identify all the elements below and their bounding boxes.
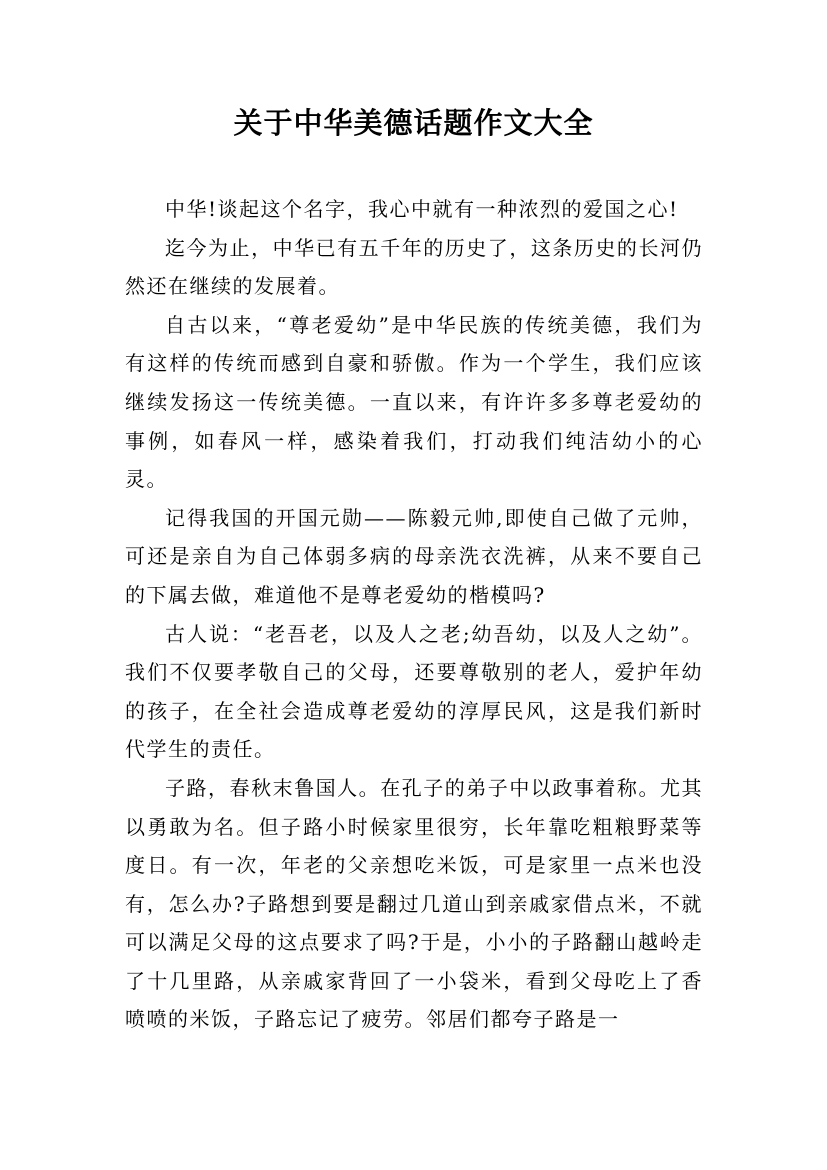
paragraph: 中华!谈起这个名字，我心中就有一种浓烈的爱国之心!	[165, 197, 679, 221]
paragraph: 自古以来，“尊老爱幼”是中华民族的传统美德，我们为有这样的传统而感到自豪和骄傲。作为一个学生，我们应该继续发扬这一传统美德。一直以来，有许许多多尊老爱幼的事例，如春风一样，感染着我们，打动我们纯洁幼小的心灵。	[125, 312, 703, 492]
paragraph: 古人说：“老吾老，以及人之老;幼吾幼，以及人之幼”。我们不仅要孝敬自己的父母，还要尊敬别的老人，爱护年幼的孩子，在全社会造成尊老爱幼的淳厚民风，这是我们新时代学生的责任。	[125, 621, 703, 762]
document-body	[125, 190, 703, 1039]
document-title: 关于中华美德话题作文大全	[233, 106, 594, 140]
paragraph: 迄今为止，中华已有五千年的历史了，这条历史的长河仍然还在继续的发展着。	[125, 235, 703, 299]
paragraph: 子路，春秋末鲁国人。在孔子的弟子中以政事着称。尤其以勇敢为名。但子路小时候家里很穷，长年靠吃粗粮野菜等度日。有一次，年老的父亲想吃米饭，可是家里一点米也没有，怎么办?子路想到要是翻过几道山到亲戚家借点米，不就可以满足父母的这点要求了吗?于是，小小的子路翻山越岭走了十几里路，从亲戚家背回了一小袋米，看到父母吃上了香喷喷的米饭，子路忘记了疲劳。邻居们都夸子路是一	[125, 775, 703, 1032]
paragraph: 记得我国的开国元勋——陈毅元帅,即使自己做了元帅，可还是亲自为自己体弱多病的母亲洗衣洗裤，从来不要自己的下属去做，难道他不是尊老爱幼的楷模吗?	[125, 505, 703, 607]
